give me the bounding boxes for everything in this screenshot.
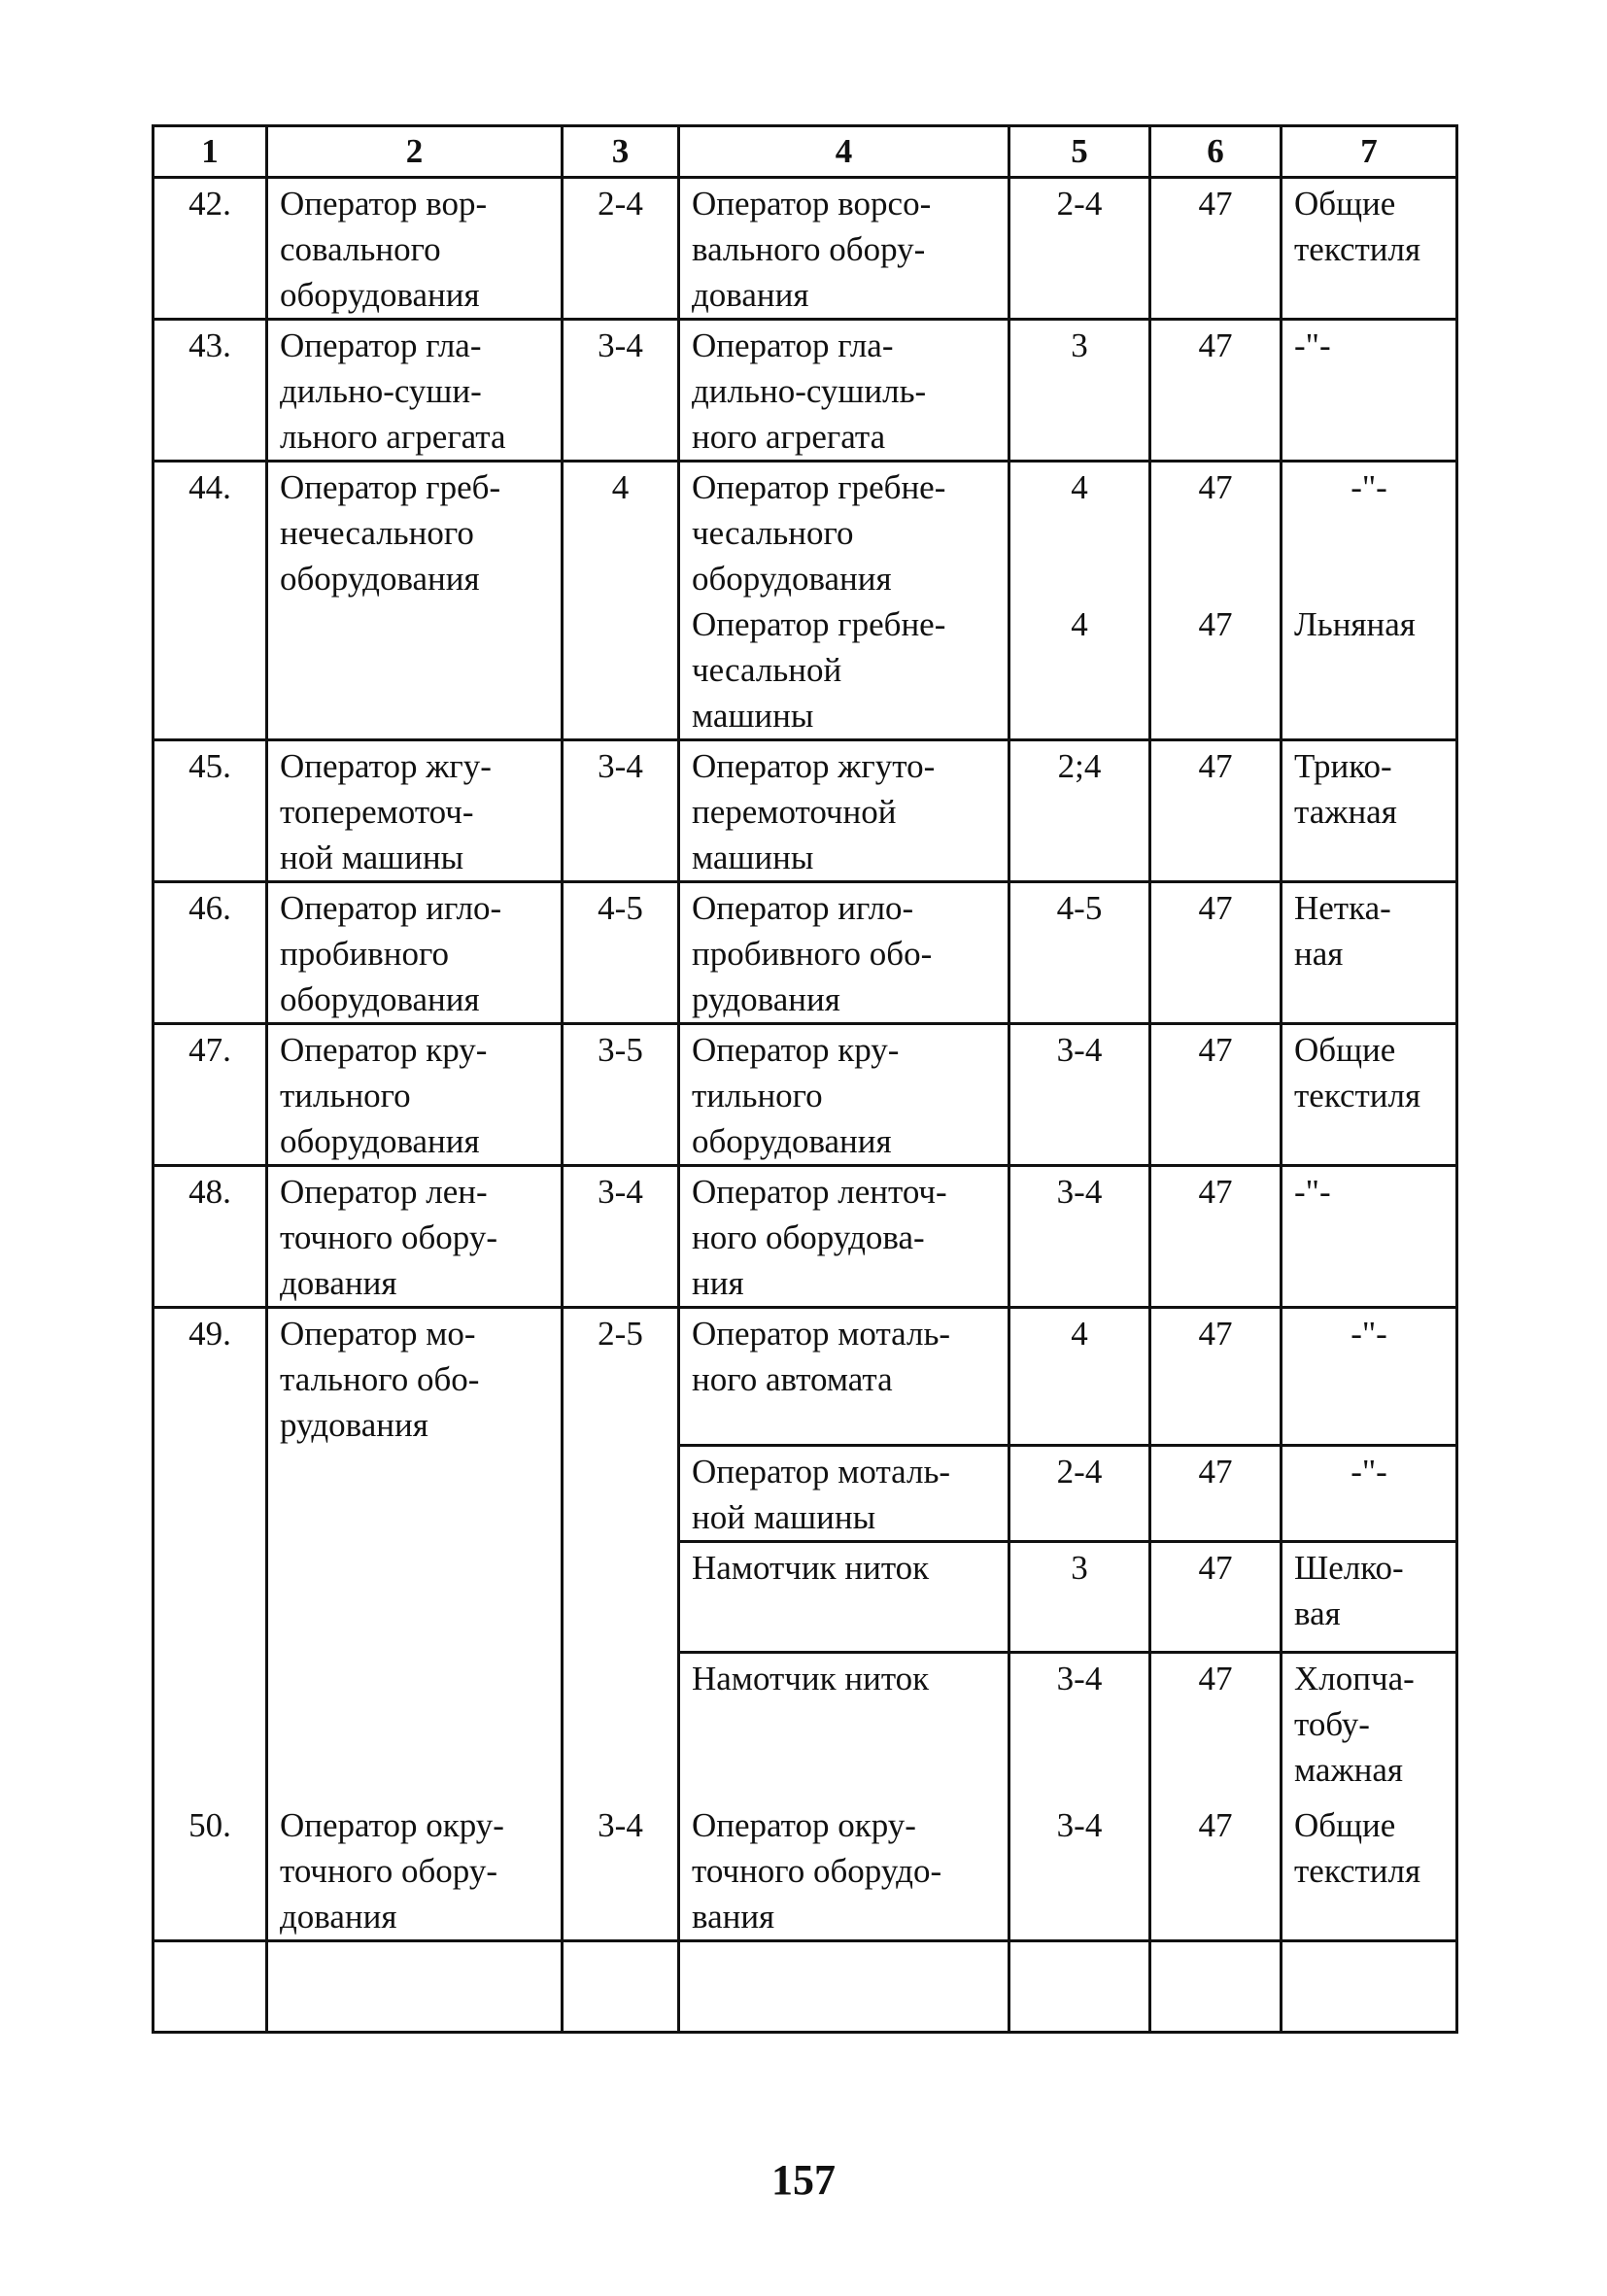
section-name: Общие текстиля [1282, 178, 1457, 320]
table-row [154, 178, 1457, 320]
category-range: 3-4 [563, 1800, 679, 1941]
section-name: Льняная [1294, 605, 1416, 643]
profession-name: Оператор кру- тильного оборудования [267, 1024, 563, 1166]
profession-name: Оператор игло- пробивного оборудования [267, 882, 563, 1024]
grade-range: 3-4 [1009, 1166, 1150, 1308]
grade-range: 4 [1071, 605, 1088, 643]
column-header: 4 [679, 126, 1009, 178]
table-row [154, 1308, 1457, 1446]
etks-profession-name: Оператор гребне- чесального оборудования [692, 468, 946, 598]
row-number: 48. [154, 1166, 267, 1308]
table-row [154, 882, 1457, 1024]
issue-number: 47 [1150, 882, 1282, 1024]
page-number: 157 [771, 2156, 836, 2204]
etks-profession-cell [679, 462, 1009, 740]
section-cell [1282, 462, 1457, 740]
etks-profession-name: Оператор жгуто- перемоточной машины [679, 740, 1009, 882]
table-row [154, 462, 1457, 740]
issue-number: 47 [1150, 1166, 1282, 1308]
etks-profession-name: Оператор гла- дильно-сушиль- ного агрегата [679, 320, 1009, 462]
row-number: 44. [154, 462, 267, 740]
issue-number: 47 [1150, 178, 1282, 320]
issue-number: 47 [1150, 740, 1282, 882]
profession-name: Оператор греб- нечесального оборудования [267, 462, 563, 740]
table-row [154, 1800, 1457, 1941]
etks-profession-name: Оператор моталь- ной машины [679, 1446, 1009, 1542]
issue-number: 47 [1150, 1024, 1282, 1166]
category-range: 4 [563, 462, 679, 740]
empty-cell [1009, 1940, 1150, 2032]
column-header: 2 [267, 126, 563, 178]
issue-number: 47 [1150, 1446, 1282, 1542]
section-name: -"- [1351, 468, 1387, 506]
grade-range: 3-4 [1009, 1024, 1150, 1166]
etks-profession-name: Намотчик ниток [679, 1653, 1009, 1800]
category-range: 3-4 [563, 1166, 679, 1308]
grade-range: 3-4 [1009, 1800, 1150, 1941]
issue-number: 47 [1198, 605, 1233, 643]
etks-profession-name: Оператор кру- тильного оборудования [679, 1024, 1009, 1166]
column-header: 3 [563, 126, 679, 178]
grade-range: 2-4 [1009, 178, 1150, 320]
issue-number: 47 [1150, 1308, 1282, 1446]
empty-cell [267, 1940, 563, 2032]
issue-cell [1150, 462, 1282, 740]
profession-name: Оператор окру- точного обору- дования [267, 1800, 563, 1941]
profession-name: Оператор лен- точного обору- дования [267, 1166, 563, 1308]
grade-cell [1009, 462, 1150, 740]
grade-range: 2-4 [1009, 1446, 1150, 1542]
issue-number: 47 [1198, 468, 1233, 506]
grade-range: 3 [1009, 1542, 1150, 1653]
row-number: 43. [154, 320, 267, 462]
issue-number: 47 [1150, 1542, 1282, 1653]
etks-profession-name: Намотчик ниток [679, 1542, 1009, 1653]
section-name: -"- [1282, 1166, 1457, 1308]
row-number: 42. [154, 178, 267, 320]
empty-cell [679, 1940, 1009, 2032]
profession-name: Оператор жгу- топеремоточ- ной машины [267, 740, 563, 882]
row-number: 50. [154, 1800, 267, 1941]
empty-cell [154, 1940, 267, 2032]
section-name: Нетка- ная [1282, 882, 1457, 1024]
section-name: Общие текстиля [1282, 1024, 1457, 1166]
section-name: -"- [1282, 1308, 1457, 1446]
etks-profession-name: Оператор ленточ- ного оборудова- ния [679, 1166, 1009, 1308]
column-header: 7 [1282, 126, 1457, 178]
row-number: 45. [154, 740, 267, 882]
empty-row [154, 1940, 1457, 2032]
section-name: Трико- тажная [1282, 740, 1457, 882]
issue-number: 47 [1150, 1800, 1282, 1941]
row-number: 47. [154, 1024, 267, 1166]
category-range: 3-5 [563, 1024, 679, 1166]
etks-profession-name: Оператор гребне- чесальной машины [692, 605, 946, 735]
grade-range: 3-4 [1009, 1653, 1150, 1800]
column-header: 1 [154, 126, 267, 178]
profession-name: Оператор гла- дильно-суши- льного агрегата [267, 320, 563, 462]
table-row [154, 740, 1457, 882]
table-row [154, 320, 1457, 462]
section-name: Хлопча- тобу- мажная [1282, 1653, 1457, 1800]
etks-profession-name: Оператор моталь- ного автомата [679, 1308, 1009, 1446]
etks-profession-name: Оператор ворсо- вального обору- дования [679, 178, 1009, 320]
column-header: 5 [1009, 126, 1150, 178]
grade-range: 4-5 [1009, 882, 1150, 1024]
grade-range: 2;4 [1009, 740, 1150, 882]
empty-cell [1282, 1940, 1457, 2032]
column-header: 6 [1150, 126, 1282, 178]
section-name: -"- [1282, 320, 1457, 462]
category-range: 2-5 [563, 1308, 679, 1800]
profession-name: Оператор мо- тального обо- рудования [267, 1308, 563, 1800]
section-name: Шелко- вая [1282, 1542, 1457, 1653]
table-row [154, 1024, 1457, 1166]
etks-profession-name: Оператор игло- пробивного обо- рудования [679, 882, 1009, 1024]
empty-cell [563, 1940, 679, 2032]
grade-range: 3 [1009, 320, 1150, 462]
grade-range: 4 [1071, 468, 1088, 506]
category-range: 3-4 [563, 320, 679, 462]
table-row [154, 1166, 1457, 1308]
row-number: 49. [154, 1308, 267, 1800]
category-range: 4-5 [563, 882, 679, 1024]
section-name: Общие текстиля [1282, 1800, 1457, 1941]
category-range: 3-4 [563, 740, 679, 882]
section-name: -"- [1282, 1446, 1457, 1542]
profession-table [152, 124, 1458, 2034]
issue-number: 47 [1150, 1653, 1282, 1800]
row-number: 46. [154, 882, 267, 1024]
empty-cell [1150, 1940, 1282, 2032]
profession-name: Оператор вор- совального оборудования [267, 178, 563, 320]
issue-number: 47 [1150, 320, 1282, 462]
category-range: 2-4 [563, 178, 679, 320]
grade-range: 4 [1009, 1308, 1150, 1446]
table-header-row [154, 126, 1457, 178]
etks-profession-name: Оператор окру- точного оборудо- вания [679, 1800, 1009, 1941]
